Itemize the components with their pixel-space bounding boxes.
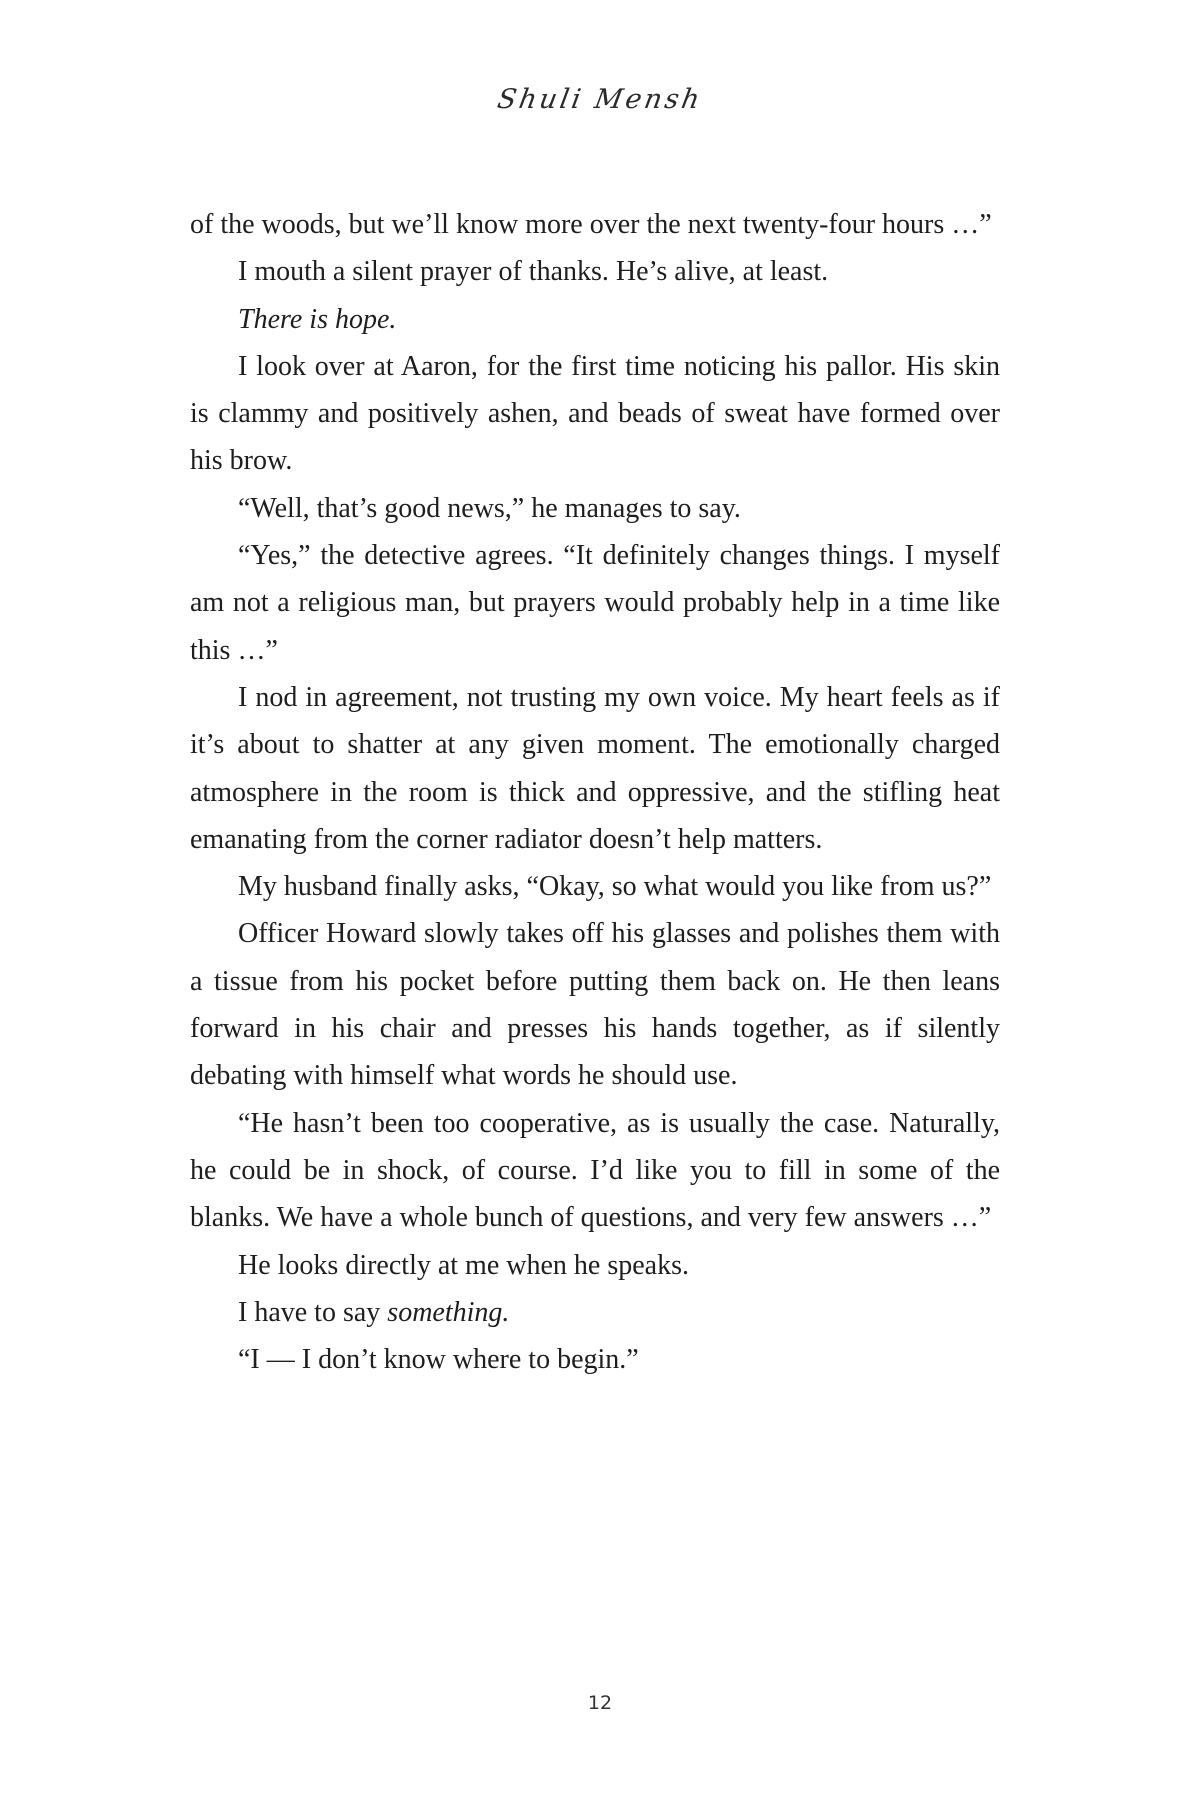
paragraph: “I — I don’t know where to begin.”: [238, 1344, 639, 1376]
paragraph: I nod in agreement, not trusting my own voice. My heart feels as if it’s about to shatter at any given moment. The emotionally charged atmosphere in the room is thick and oppressive, and the stifling heat emanating from the corner radiator doesn’t help matters.: [190, 681, 1000, 855]
paragraph: “Well, that’s good news,” he manages to say.: [238, 492, 741, 524]
paragraph: [190, 1289, 1000, 1336]
paragraph: “He hasn’t been too cooperative, as is usually the case. Naturally, he could be in shock, of course. I’d like you to fill in some of the blanks. We have a whole bunch of questions, and very few answers …”: [190, 1107, 1000, 1234]
paragraph: I look over at Aaron, for the first time noticing his pallor. His skin is clammy and positively ashen, and beads of sweat have formed over his brow.: [190, 350, 1000, 477]
text-span: I have to say: [238, 1296, 388, 1328]
paragraph: of the woods, but we’ll know more over the next twenty-four hours …”: [190, 209, 992, 240]
body-text: [190, 201, 1000, 1383]
paragraph: Officer Howard slowly takes off his glasses and polishes them with a tissue from his pocket before putting them back on. He then leans forward in his chair and presses his hands together, as if silently debating with himself what words he should use.: [190, 918, 1000, 1092]
running-head-author: Shuli Mensh: [495, 84, 705, 115]
paragraph: My husband finally asks, “Okay, so what would you like from us?”: [238, 871, 992, 903]
italic-text: There is hope.: [238, 303, 397, 335]
paragraph: I mouth a silent prayer of thanks. He’s alive, at least.: [238, 256, 829, 288]
paragraph: “Yes,” the detective agrees. “It definitely changes things. I myself am not a religious man, but prayers would probably help in a time like this …”: [190, 540, 1000, 666]
paragraph-italic: [190, 296, 1000, 343]
page-number: 12: [587, 1692, 613, 1714]
italic-text: something.: [387, 1296, 510, 1328]
paragraph: He looks directly at me when he speaks.: [238, 1249, 689, 1281]
